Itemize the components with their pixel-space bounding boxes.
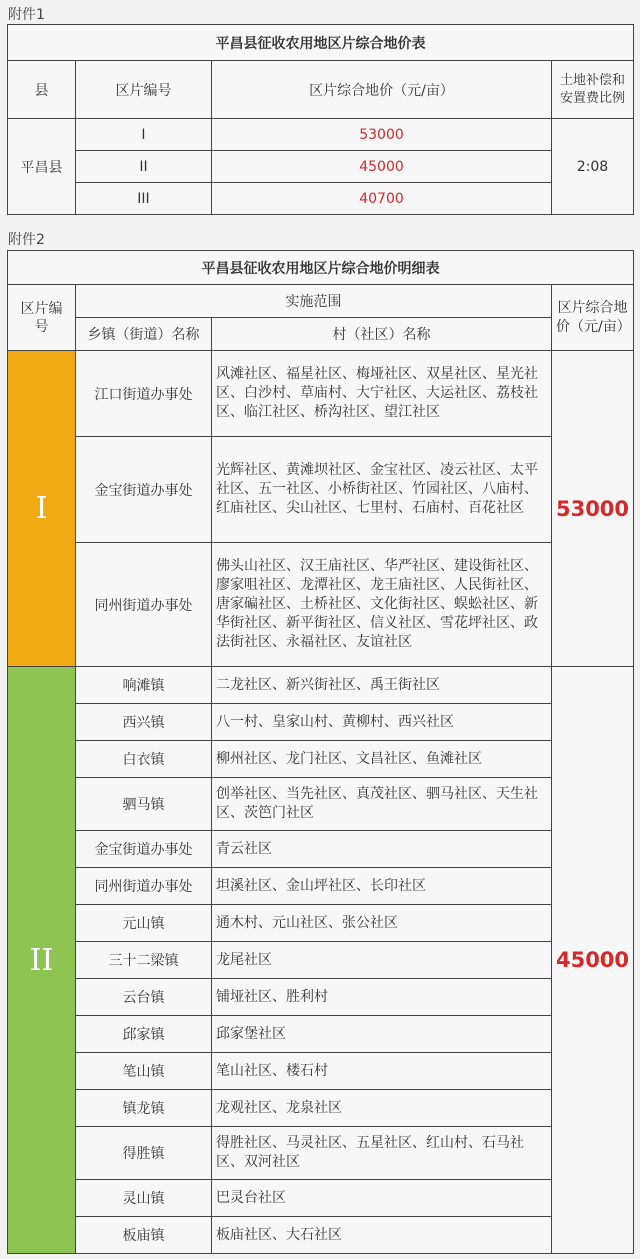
header-price: 区片综合地价（元/亩）	[552, 285, 634, 351]
town-cell: 驷马镇	[76, 778, 212, 831]
village-cell: 龙观社区、龙泉社区	[212, 1090, 552, 1127]
detail-table	[7, 250, 634, 1254]
town-cell: 得胜镇	[76, 1127, 212, 1180]
village-cell: 巴灵台社区	[212, 1180, 552, 1217]
village-cell: 坦溪社区、金山坪社区、长印社区	[212, 868, 552, 905]
town-cell: 板庙镇	[76, 1217, 212, 1254]
attachment-2-label: 附件2	[8, 232, 45, 248]
zone-id-cell: III	[76, 183, 212, 215]
zone-i-price: 53000	[552, 351, 634, 667]
zone-id-cell: II	[76, 151, 212, 183]
town-cell: 西兴镇	[76, 704, 212, 741]
zone-price-cell: 53000	[212, 119, 552, 151]
detail-title: 平昌县征收农用地区片综合地价明细表	[8, 251, 634, 285]
header-county: 县	[8, 61, 76, 119]
village-cell: 通木村、元山社区、张公社区	[212, 905, 552, 942]
town-cell: 元山镇	[76, 905, 212, 942]
zone-price-cell: 40700	[212, 183, 552, 215]
village-cell: 青云社区	[212, 831, 552, 868]
summary-table	[7, 24, 634, 215]
town-cell: 同州街道办事处	[76, 543, 212, 667]
zone-price-cell: 45000	[212, 151, 552, 183]
header-zone-id: 区片编号	[76, 61, 212, 119]
village-cell: 佛头山社区、汉王庙社区、华严社区、建设街社区、廖家咀社区、龙潭社区、龙王庙社区、人民街社区、唐家碥社区、土桥社区、文化街社区、蜈蚣社区、新华街社区、新平街社区、信义社区、雪花坪社区、政法街社区、永福社区、友谊社区	[212, 543, 552, 667]
town-cell: 邱家镇	[76, 1016, 212, 1053]
town-cell: 江口街道办事处	[76, 351, 212, 437]
zone-ii-price: 45000	[552, 667, 634, 1254]
village-cell: 光辉社区、黄滩坝社区、金宝社区、凌云社区、太平社区、五一社区、小桥街社区、竹园社区、八庙村、红庙社区、尖山社区、七里村、石庙村、百花社区	[212, 437, 552, 543]
village-cell: 柳州社区、龙门社区、文昌社区、鱼滩社区	[212, 741, 552, 778]
village-cell: 八一村、皇家山村、黄柳村、西兴社区	[212, 704, 552, 741]
attachment-1-label: 附件1	[8, 7, 45, 23]
town-cell: 镇龙镇	[76, 1090, 212, 1127]
village-cell: 板庙社区、大石社区	[212, 1217, 552, 1254]
zone-ii-cell: II	[8, 667, 76, 1254]
summary-title: 平昌县征收农用地区片综合地价表	[8, 25, 634, 61]
village-cell: 创举社区、当先社区、真茂社区、驷马社区、天生社区、茨笆门社区	[212, 778, 552, 831]
village-cell: 龙尾社区	[212, 942, 552, 979]
zone-id-cell: I	[76, 119, 212, 151]
zone-i-cell: I	[8, 351, 76, 667]
ratio-cell: 2:08	[552, 119, 634, 215]
town-cell: 灵山镇	[76, 1180, 212, 1217]
town-cell: 响滩镇	[76, 667, 212, 704]
village-cell: 风滩社区、福星社区、梅垭社区、双星社区、星光社区、白沙村、草庙村、大宁社区、大运社区、荔枝社区、临江社区、桥沟社区、望江社区	[212, 351, 552, 437]
town-cell: 云台镇	[76, 979, 212, 1016]
town-cell: 白衣镇	[76, 741, 212, 778]
village-cell: 笔山社区、楼石村	[212, 1053, 552, 1090]
county-cell: 平昌县	[8, 119, 76, 215]
village-cell: 二龙社区、新兴街社区、禹王街社区	[212, 667, 552, 704]
village-cell: 铺垭社区、胜利村	[212, 979, 552, 1016]
header-town: 乡镇（街道）名称	[76, 318, 212, 351]
village-cell: 得胜社区、马灵社区、五星社区、红山村、石马社区、双河社区	[212, 1127, 552, 1180]
town-cell: 同州街道办事处	[76, 868, 212, 905]
town-cell: 笔山镇	[76, 1053, 212, 1090]
header-ratio: 土地补偿和安置费比例	[552, 61, 634, 119]
town-cell: 三十二梁镇	[76, 942, 212, 979]
header-zone-id: 区片编号	[8, 285, 76, 351]
town-cell: 金宝街道办事处	[76, 831, 212, 868]
town-cell: 金宝街道办事处	[76, 437, 212, 543]
header-village: 村（社区）名称	[212, 318, 552, 351]
header-scope: 实施范围	[76, 285, 552, 318]
village-cell: 邱家堡社区	[212, 1016, 552, 1053]
header-price: 区片综合地价（元/亩）	[212, 61, 552, 119]
